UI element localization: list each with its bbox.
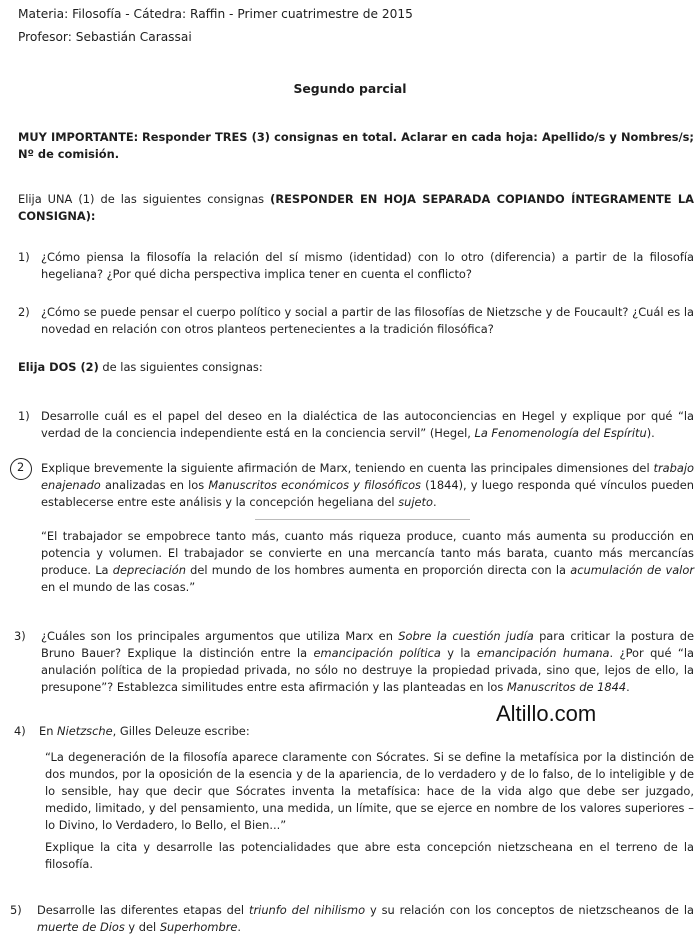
section2-question-2 <box>41 460 694 511</box>
item-number: 2 <box>17 460 25 474</box>
header-materia: Materia: Filosofía - Cátedra: Raffin - Primer cuatrimestre de 2015 <box>18 7 413 21</box>
section1-item-2 <box>18 304 694 338</box>
text-run: Explique brevemente la siguiente afirmación de Marx, teniendo en cuenta las principales dimensiones del <box>41 461 654 475</box>
text-run: (1844), y luego responda qué vínculos pueden establecerse entre este análisis y la concepción hegeliana del <box>41 478 694 509</box>
section1-intro-a: Elija UNA (1) de las siguientes consignas <box>18 192 265 206</box>
section2-question-5 <box>10 902 694 936</box>
text-run: , Gilles Deleuze escribe: <box>112 724 250 738</box>
header-profesor: Profesor: Sebastián Carassai <box>18 30 192 44</box>
text-run: del mundo de los hombres aumenta en proporción directa con la <box>185 563 571 577</box>
section1-intro-b: (RESPONDER EN HOJA SEPARADA COPIANDO ÍNTEGRAMENTE LA CONSIGNA): <box>18 192 694 223</box>
item-number: 2) <box>18 305 30 319</box>
section2-intro <box>18 359 263 376</box>
text-run: En <box>39 724 58 738</box>
faint-divider <box>255 519 470 520</box>
text-run: y del <box>124 920 160 934</box>
section2-question-4 <box>14 723 694 740</box>
section2-question-3 <box>14 628 694 696</box>
question-text <box>41 628 694 696</box>
item-number: 5) <box>10 903 22 917</box>
book-title: Manuscritos económicos y filosóficos <box>208 478 421 492</box>
question-intro <box>39 723 694 740</box>
item-number: 3) <box>14 629 26 643</box>
quote-text: “La degeneración de la filosofía aparece claramente con Sócrates. Si se define la metafísica por la distinción de dos mundos, por la oposición de la esencia y de la apariencia, de lo verdadero y de lo falso, de lo inteligible y de lo sensible, hay que decir que Sócrates inventa la metafísica: hace de la vida algo que debe ser juzgado, medido, limitado, y del pensamiento, una medida, un límite, que se ejerce en nombre de los valores superiores –lo Divino, lo Verdadero, lo Bello, el Bien...” <box>45 750 694 832</box>
book-title: La Fenomenología del Espíritu <box>474 426 647 440</box>
text-run: analizadas en los <box>100 478 209 492</box>
item-number: 1) <box>18 409 30 423</box>
text-run: para criticar la postura de Bruno Bauer? Explique la distinción entre la <box>41 629 694 660</box>
quote-text <box>41 528 694 596</box>
emphasis: acumulación de valor <box>570 563 695 577</box>
text-run: Desarrolle las diferentes etapas del <box>37 903 249 917</box>
book-title: Nietzsche <box>57 724 113 738</box>
book-title: Sobre la cuestión judía <box>398 629 534 643</box>
text-run: en el mundo de las cosas.” <box>41 580 196 594</box>
section2-intro-b: de las siguientes consignas: <box>102 360 263 374</box>
text-run: y la <box>440 646 477 660</box>
item-text: ¿Cómo se puede pensar el cuerpo político y social a partir de las filosofías de Nietzsche y de Foucault? ¿Cuál es la novedad en relación con otros planteos pertenecientes a la tradición filosófica? <box>41 305 694 336</box>
question-text <box>41 460 694 511</box>
item-number: 4) <box>14 724 26 738</box>
emphasis: Superhombre <box>159 920 238 934</box>
emphasis: muerte de Dios <box>37 920 125 934</box>
text-run: y su relación con los conceptos de nietzscheanos de la <box>365 903 694 917</box>
important-text: Responder TRES (3) consignas en total. Aclarar en cada hoja: Apellido/s y Nombres/s; Nº de comisión. <box>18 130 694 161</box>
emphasis: depreciación <box>112 563 186 577</box>
text-run: ). <box>646 426 655 440</box>
text-run: . ¿Por qué “la anulación política de la propiedad privada, no sólo no destruye la propiedad privada, sino que, lejos de ello, la presupone”? Establezca similitudes entre esta afirmación y las planteadas en los <box>41 646 694 694</box>
task-text: Explique la cita y desarrolle las potencialidades que abre esta concepción nietzscheana en el terreno de la filosofía. <box>45 840 694 871</box>
question-text <box>41 408 694 442</box>
item-text: ¿Cómo piensa la filosofía la relación del sí mismo (identidad) con lo otro (diferencia) a partir de la filosofía hegeliana? ¿Por qué dicha perspectiva implica tener en cuenta el conflicto? <box>41 250 694 281</box>
item-number: 1) <box>18 250 30 264</box>
section2-question-1 <box>18 408 694 442</box>
text-run: Desarrolle cuál es el papel del deseo en la dialéctica de las autoconciencias en Hegel y explique por qué “la verdad de la conciencia independiente está en la conciencia servil” (Hegel, <box>41 409 694 440</box>
text-run: ¿Cuáles son los principales argumentos que utiliza Marx en <box>41 629 399 643</box>
marx-quote <box>41 528 694 596</box>
important-notice <box>18 129 694 163</box>
emphasis: sujeto <box>398 495 433 509</box>
question-4-task <box>45 839 694 873</box>
text-run: . <box>626 680 630 694</box>
section1-intro <box>18 191 694 225</box>
section1-item-1 <box>18 249 694 283</box>
emphasis: triunfo del nihilismo <box>249 903 366 917</box>
question-text <box>37 902 694 936</box>
important-label: MUY IMPORTANTE: <box>18 130 139 144</box>
page-title: Segundo parcial <box>293 81 407 96</box>
text-run: “El trabajador se empobrece tanto más, cuanto más riqueza produce, cuanto más aumenta su producción en potencia y volumen. El trabajador se convierte en una mercancía tanto más barata, cuanto más mercancías produce. La <box>41 529 694 577</box>
section2-intro-a: Elija DOS (2) <box>18 360 99 374</box>
book-title: Manuscritos de 1844 <box>506 680 627 694</box>
watermark: Altillo.com <box>496 701 597 726</box>
emphasis: emancipación política <box>313 646 441 660</box>
text-run: . <box>432 495 437 509</box>
emphasis: emancipación humana <box>476 646 610 660</box>
deleuze-quote <box>45 749 694 834</box>
emphasis: trabajo enajenado <box>41 461 694 492</box>
text-run: . <box>237 920 242 934</box>
